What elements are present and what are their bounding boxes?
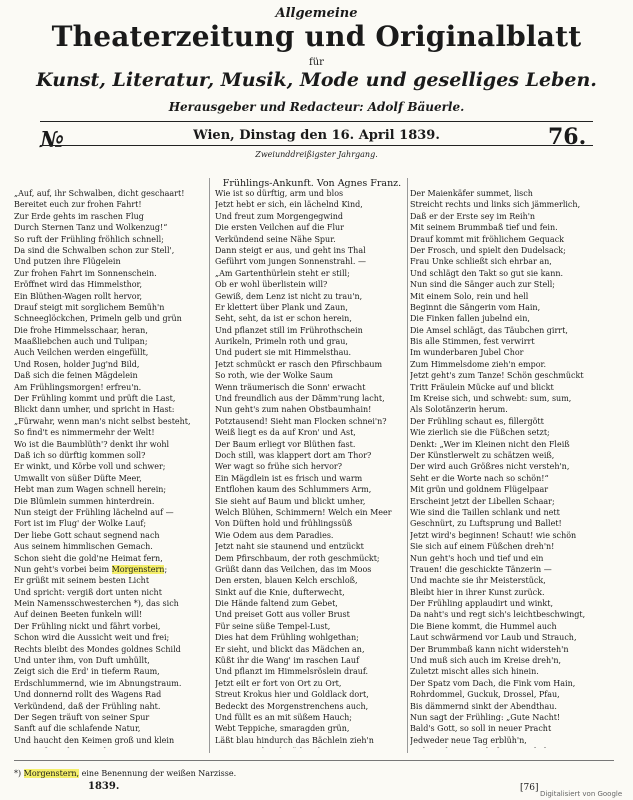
poem-line: Der Segen träuft von seiner Spur xyxy=(14,712,150,722)
poem-line: So roth, wie der Wolke Saum xyxy=(215,371,334,381)
poem-line: Die ersten Veilchen auf die Flur xyxy=(215,223,344,233)
poem-line: Zum Himmelsdome zieh'n empor. xyxy=(410,359,547,369)
poem-line xyxy=(14,746,204,748)
poem-line: Mit seinem Brummbaß tief und fein. xyxy=(410,223,558,233)
poem-line: Die Biene kommt, die Hummel auch xyxy=(410,621,557,631)
poem-line: Im wunderbaren Jubel Chor xyxy=(410,348,524,358)
poem-line: Seht, seht, da ist er schon herein, xyxy=(215,314,352,324)
poem-line: Erdschlummernd, wie im Abnungstraum. xyxy=(14,678,182,688)
poem-line xyxy=(410,746,616,748)
poem-line: Der Frühling schaut es, fillergött xyxy=(410,416,544,426)
poem-line: Der Frühling applaudirt und winkt, xyxy=(410,599,554,609)
poem-line: So ruft der Frühling fröhlich schnell; xyxy=(14,234,164,244)
poem-line: „Fürwahr, wenn man's nicht selbst besteht, xyxy=(14,416,191,426)
poem-line: Aurikeln, Primeln roth und grau, xyxy=(215,337,348,347)
poem-line: Die frohe Himmelsschaar, heran, xyxy=(14,325,148,335)
poem-line: Wenn träumerisch die Sonn' erwacht xyxy=(215,382,366,392)
poem-line: Er grüßt mit seinem besten Licht xyxy=(14,576,150,586)
poem-heading: Frühlings-Ankunft. Von Agnes Franz. xyxy=(222,178,402,189)
poem-line: Er sieht, und blickt das Mädchen an, xyxy=(215,644,365,654)
poem-line: Auf deinen Beeten funkeln will! xyxy=(14,610,143,620)
poem-column-3 xyxy=(410,188,616,748)
poem-line: Ein Blüthen-Wagen rollt hervor, xyxy=(14,291,143,301)
poem-line: Seht er die Worte nach so schön!“ xyxy=(410,473,549,483)
poem-line: Mit grün und goldnem Flügelpaar xyxy=(410,485,549,495)
poem-line: Wie zierlich sie die Füßchen setzt; xyxy=(410,428,550,438)
poem-line: Der wird auch Größres nicht versteh'n, xyxy=(410,462,570,472)
poem-line: Und haucht den Keimen groß und klein xyxy=(14,735,175,745)
poem-line: Dann steigt er aus, und geht ins Thal xyxy=(215,245,366,255)
poem-line: Verkündend, daß der Frühling naht. xyxy=(14,701,161,711)
poem-line: Frau Unke schließt sich ehrbar an, xyxy=(410,257,552,267)
poem-line: Jedweder neue Tag erblüh'n, xyxy=(410,735,527,745)
masthead-top-line: Allgemeine xyxy=(275,6,358,21)
poem-line: Der Spatz vom Dach, die Fink vom Hain, xyxy=(410,678,576,688)
poem-line: Als Solotänzerin herum. xyxy=(410,405,508,415)
poem-line: Geführt vom jungen Sonnenstrahl. — xyxy=(215,257,366,267)
poem-line: Schon wird die Aussicht weit und frei; xyxy=(14,633,170,643)
poem-line: Blickt dann umher, und spricht in Hast: xyxy=(14,405,175,415)
poem-line: Schon sieht die gold'ne Heimat fern, xyxy=(14,553,163,563)
poem-line: Ein Mägdlein ist es frisch und warm xyxy=(215,473,363,483)
poem-line: Ob er wohl überlistein will? xyxy=(215,280,328,290)
poem-line: Für seine süße Tempel-Lust, xyxy=(215,621,331,631)
poem-line: Geschnürt, zu Luftsprung und Ballet! xyxy=(410,519,562,529)
poem-line: Und pflanzt im Himmelsröslein drauf. xyxy=(215,667,369,677)
poem-line: Durch Sternen Tanz und Wolkenzug!“ xyxy=(14,223,168,233)
poem-line: Die Blümlein summen hinterdrein. xyxy=(14,496,155,506)
poem-line: Und machte sie ihr Meisterstück, xyxy=(410,576,546,586)
poem-line: „Am Gartenthürlein steht er still; xyxy=(215,268,350,278)
poem-line: Bereitet euch zur frohen Fahrt! xyxy=(14,200,142,210)
poem-line: Mein Namensschwesterchen *), das sich xyxy=(14,599,179,609)
poem-line: Beginnt die Sängerin vom Hain, xyxy=(410,302,541,312)
poem-line: Laut schwärmend vor Laub und Strauch, xyxy=(410,633,577,643)
poem-line: Wie sind die Taillen schlank und nett xyxy=(410,507,560,517)
poem-line: Und pudert sie mit Himmelsthau. xyxy=(215,348,352,358)
poem-line: Läßt blau hindurch das Bächlein zieh'n xyxy=(215,735,374,745)
poem-line: Und freut zum Morgengegwind xyxy=(215,211,343,221)
poem-line: Die Hände faltend zum Gebet, xyxy=(215,599,338,609)
poem-line: Maaßliebchen auch und Tulipan; xyxy=(14,337,148,347)
poem-line: Und preiset Gott aus voller Brust xyxy=(215,610,350,620)
poem-line: Und muß sich auch im Kreise dreh'n, xyxy=(410,656,562,666)
poem-line: Die Amsel schlägt, das Täubchen girrt, xyxy=(410,325,568,335)
masthead-subtitle: Kunst, Literatur, Musik, Mode und geselliges Leben. xyxy=(36,69,597,91)
poem-line: Der Frühling nickt und fährt vorbei, xyxy=(14,621,161,631)
masthead-title: Theaterzeitung und Originalblatt xyxy=(51,20,582,53)
poem-line: Mit einem Solo, rein und hell xyxy=(410,291,529,301)
poem-line: Entflohen kaum des Schlummers Arm, xyxy=(215,485,372,495)
poem-line: Und unter ihm, von Duft umhüllt, xyxy=(14,656,150,666)
poem-line: Verkündend seine Nähe Spur. xyxy=(215,234,336,244)
poem-line: Bedeckt des Morgenstrenchens auch, xyxy=(215,701,369,711)
issue-date: Wien, Dinstag den 16. April 1839. xyxy=(193,128,440,143)
footnote xyxy=(14,769,404,778)
poem-line: Daß er der Erste sey im Reih'n xyxy=(410,211,536,221)
poem-line: Gewiß, dem Lenz ist nicht zu trau'n, xyxy=(215,291,363,301)
poem-line: Grüßt dann das Veilchen, das im Moos xyxy=(215,564,372,574)
poem-line: Daß sich die feinen Mägdelein xyxy=(14,371,138,381)
poem-line: Da naht's und regt sich's leichtbeschwingt, xyxy=(410,610,586,620)
poem-line: Zur frohen Fahrt im Sonnenschein. xyxy=(14,268,157,278)
poem-column-2 xyxy=(215,188,407,748)
number-sign: № xyxy=(40,127,64,153)
poem-line: Nun sagt der Frühling: „Gute Nacht! xyxy=(410,712,561,722)
poem-line: Jetzt hebt er sich, ein lächelnd Kind, xyxy=(215,200,363,210)
masthead-editor: Herausgeber und Redacteur: Adolf Bäuerle. xyxy=(168,100,465,114)
highlighted-word: Morgenstern xyxy=(111,564,165,574)
poem-line: Aus seinem himmlischen Gemach. xyxy=(14,542,153,552)
poem-line: Wer wagt so frühe sich hervor? xyxy=(215,462,342,472)
poem-line: Sie sieht auf Baum und blickt umher, xyxy=(215,496,366,506)
poem-line: Streicht rechts und links sich jämmerlich, xyxy=(410,200,581,210)
poem-line: Der liebe Gott schaut segnend nach xyxy=(14,530,160,540)
issue-number: 76. xyxy=(548,124,587,150)
footnote-highlighted-word: Morgenstern, xyxy=(23,769,80,778)
poem-line: Wo ist die Baumblüth'? denkt ihr wohl xyxy=(14,439,170,449)
poem-column-1 xyxy=(14,188,204,748)
poem-line: Rohrdommel, Guckuk, Drossel, Pfau, xyxy=(410,690,560,700)
poem-line: Jetzt naht sie staunend und entzückt xyxy=(215,542,364,552)
poem-line: Drauf steigt mit sorglichem Bemüh'n xyxy=(14,302,165,312)
poem-line: Jetzt wird's beginnen! Schaut! wie schön xyxy=(410,530,577,540)
poem-line: Nun geht's vorbei beim Morgenstern; xyxy=(14,564,168,574)
poem-line: Jetzt schmückt er rasch den Pfirschbaum xyxy=(215,359,383,369)
poem-line: Küßt ihr die Wang' im raschen Lauf xyxy=(215,656,360,666)
poem-line: Da sind die Schwalben schon zur Stell', xyxy=(14,245,175,255)
poem-line: Rechts bleibt des Mondes goldnes Schild xyxy=(14,644,181,654)
poem-line: Und putzen ihre Flügelein xyxy=(14,257,121,267)
poem-line: Von Düften hold und frühlingssüß xyxy=(215,519,353,529)
poem-line: Am Frühlingsmorgen! erfreu'n. xyxy=(14,382,142,392)
poem-line: Zur Erde gehts im raschen Flug xyxy=(14,211,144,221)
poem-line: Der Frosch, und spielt den Dudelsack; xyxy=(410,245,566,255)
poem-line: Nun geht's hoch und tief und ein xyxy=(410,553,544,563)
poem-line: Auch Veilchen werden eingefüllt, xyxy=(14,348,149,358)
poem-line: Streut Krokus hier und Goldlack dort, xyxy=(215,690,369,700)
poem-line: Er klettert über Plank und Zaun, xyxy=(215,302,348,312)
poem-line: Denkt: „Wer im Kleinen nicht den Fleiß xyxy=(410,439,570,449)
footer-year: 1839. xyxy=(88,781,120,792)
poem-line: Drauf kommt mit fröhlichem Gequack xyxy=(410,234,565,244)
poem-line: Jetzt geht's zum Tanze! Schön geschmückt xyxy=(410,371,584,381)
poem-line: „Auf, auf, ihr Schwalben, dicht geschaart! xyxy=(14,189,185,198)
poem-line: Doch still, was klappert dort am Thor? xyxy=(215,450,372,460)
poem-line: Jetzt eilt er fort von Ort zu Ort, xyxy=(215,678,342,688)
poem-line: Wie Odem aus dem Paradies. xyxy=(215,530,334,540)
poem-line: Eröffnet wird das Himmelsthor, xyxy=(14,280,143,290)
poem-line: Bleibt hier in ihrer Kunst zurück. xyxy=(410,587,545,597)
poem-line: Hebt man zum Wagen schnell herein; xyxy=(14,485,167,495)
poem-line: Sie sich auf einem Füßchen dreh'n! xyxy=(410,542,555,552)
poem-line: Erscheint jetzt der Libellen Schaar; xyxy=(410,496,555,506)
poem-line: Den ersten, blauen Kelch erschloß, xyxy=(215,576,358,586)
poem-line: Der Künstlerwelt zu schätzen weiß, xyxy=(410,450,555,460)
column-divider xyxy=(407,178,408,753)
poem-line: Der Frühling kommt und prüft die Last, xyxy=(14,394,176,404)
poem-line: Und füllt es an mit süßem Hauch; xyxy=(215,712,352,722)
poem-line: Webt Teppiche, smaragden grün, xyxy=(215,724,350,734)
poem-line: Weiß liegt es da auf Kron' und Ast, xyxy=(215,428,356,438)
footnote-rule xyxy=(14,760,614,761)
header-rule-top xyxy=(40,121,593,122)
poem-line: So find't es nimmermehr der Welt! xyxy=(14,428,155,438)
digitization-watermark: Digitalisiert von Google xyxy=(540,790,623,798)
poem-line: Potztausend! Sieht man Flocken schnei'n? xyxy=(215,416,387,426)
poem-line: Dem Pfirschbaum, der roth geschmückt; xyxy=(215,553,380,563)
column-divider xyxy=(209,178,210,753)
poem-line: Welch Blühen, Schimmern! Welch ein Meer xyxy=(215,507,392,517)
poem-line: Und pflanzet still im Frührothschein xyxy=(215,325,363,335)
poem-line: Nun sind die Sänger auch zur Stell; xyxy=(410,280,555,290)
poem-line: Zuletzt mischt alles sich hinein. xyxy=(410,667,539,677)
page-number: [76] xyxy=(520,783,539,793)
poem-line: Dies hat dem Frühling wohlgethan; xyxy=(215,633,359,643)
poem-line: Wie ist so dürftig, arm und blos xyxy=(215,189,344,198)
poem-line: Bald's Gott, so soll in neuer Pracht xyxy=(410,724,552,734)
poem-line: Er winkt, und Körbe voll und schwer; xyxy=(14,462,166,472)
poem-line: Trauen! die geschickte Tänzerin — xyxy=(410,564,552,574)
poem-line: Die Finken fallen jubelnd ein, xyxy=(410,314,530,324)
poem-line: Tritt Fräulein Mücke auf und blickt xyxy=(410,382,554,392)
poem-line: Und schlägt den Takt so gut sie kann. xyxy=(410,268,564,278)
footnote-star: *) xyxy=(14,769,22,778)
poem-line: Der Maienkäfer summet, lisch xyxy=(410,189,533,198)
poem-line: Und spricht: vergiß dort unten nicht xyxy=(14,587,162,597)
masthead-fuer: für xyxy=(309,57,324,68)
poem-line: Der Baum erliegt vor Blüthen fast. xyxy=(215,439,356,449)
issue-year: Zweiunddreißigster Jahrgang. xyxy=(255,150,378,159)
poem-line: Im Kreise sich, und schwebt: sum, sum, xyxy=(410,394,572,404)
poem-line: Nun steigt der Frühling lächelnd auf — xyxy=(14,507,174,517)
poem-line: Fort ist im Flug' der Wolke Lauf; xyxy=(14,519,147,529)
poem-line: Der Brummbaß kann nicht widersteh'n xyxy=(410,644,569,654)
poem-line: Daß ich so dürftig kommen soll? xyxy=(14,450,146,460)
poem-line: Schneeglöckchen, Primeln gelb und grün xyxy=(14,314,182,324)
poem-line xyxy=(215,746,407,748)
header-rule-bottom xyxy=(40,145,593,146)
poem-line: Und freundlich aus der Dämm'rung lacht, xyxy=(215,394,385,404)
poem-line: Bis alle Stimmen, fest verwirrt xyxy=(410,337,535,347)
poem-line: Umwallt von süßer Düfte Meer, xyxy=(14,473,142,483)
poem-line: Sanft auf die schlafende Natur, xyxy=(14,724,141,734)
poem-line: Und donnernd rollt des Wagens Rad xyxy=(14,690,162,700)
poem-line: Nun geht's zum nahen Obstbaumhain! xyxy=(215,405,372,415)
poem-line: Zeigt sich die Erd' in tieferm Raum, xyxy=(14,667,160,677)
footnote-text: eine Benennung der weißen Narzisse. xyxy=(79,769,237,778)
poem-line: Bis dämmernd sinkt der Abendthau. xyxy=(410,701,557,711)
poem-line: Sinkt auf die Knie, dufterwecht, xyxy=(215,587,345,597)
poem-line: Und Rosen, holder Jug'nd Bild, xyxy=(14,359,140,369)
